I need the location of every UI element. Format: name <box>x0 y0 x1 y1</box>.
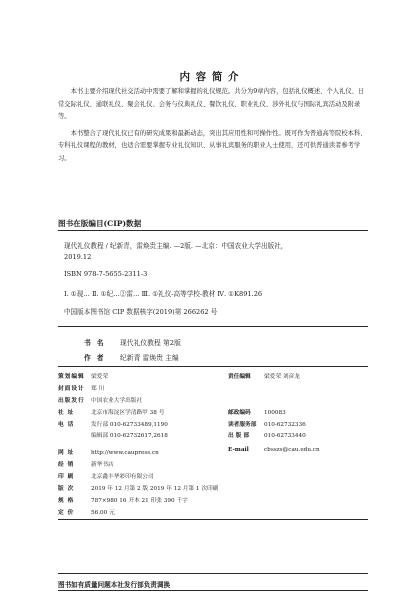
prod-value: 发行部 010-62733489,1190 <box>91 422 168 428</box>
prod-value: 中国农业大学出版社 <box>91 398 143 404</box>
prod-value: 787×980 16 开本 21 印张 390 千字 <box>91 498 188 504</box>
prod-row <box>58 395 142 404</box>
cip-heading: 图书在版编目(CIP)数据 <box>58 219 142 228</box>
prod-label: 策划编辑 <box>58 374 85 380</box>
prod-row <box>58 471 154 480</box>
prod-row <box>58 383 104 392</box>
prod-label: 定 价 <box>58 510 75 516</box>
book-title-label: 书名 <box>84 339 110 347</box>
prod-label: 电 话 <box>58 422 75 428</box>
prod-value: 2019 年 12 月第 2 版 2019 年 12 月第 1 次印刷 <box>91 486 219 492</box>
summary-block <box>58 86 368 166</box>
prod-label: 版 次 <box>58 486 75 492</box>
prod-row <box>58 419 168 428</box>
summary-paragraph: 本书主要介绍现代社交活动中需要了解和掌握的礼仪规范。共分为9章内容，包括礼仪概述、个人礼仪、日常交际礼仪、通联礼仪、聚会礼仪、会务与仪典礼仪、餐饮礼仪、职业礼仪、涉外礼仪与国际礼宾活动及附录等。 <box>58 88 365 121</box>
prod-label: 经 销 <box>58 462 75 468</box>
prod-row <box>58 447 159 456</box>
prod-label: 社 址 <box>58 410 75 416</box>
prod-value: 北京鑫丰华彩印有限公司 <box>91 474 154 480</box>
summary-title: 内 容 简 介 <box>179 71 240 83</box>
prod-row <box>58 495 188 504</box>
book-title-row <box>84 337 181 347</box>
prod-value: 编辑部 010-62732617,2618 <box>91 433 168 439</box>
divider <box>58 573 368 574</box>
cip-record-number: 中国版本图书馆 CIP 数据核字(2019)第 266262 号 <box>64 308 218 316</box>
prod-row <box>228 371 300 380</box>
prod-label: 出 版 部 <box>228 433 250 439</box>
prod-value: 010-62733440 <box>264 433 306 439</box>
prod-row <box>58 459 114 468</box>
prod-label: 邮政编码 <box>228 410 251 416</box>
prod-label: 读者服务部 <box>228 422 257 428</box>
divider <box>58 230 368 231</box>
prod-value: 郑 川 <box>91 386 105 392</box>
prod-value: 56.00 元 <box>91 510 115 516</box>
book-author-value: 纪新青 雷焕贵 主编 <box>120 354 179 362</box>
prod-row <box>58 430 168 439</box>
prod-row <box>228 447 320 453</box>
book-title-value: 现代礼仪教程 第2版 <box>120 339 181 347</box>
prod-label: E-mail <box>228 447 249 453</box>
book-author-row <box>84 352 179 362</box>
prod-row <box>228 430 306 439</box>
cip-line: 现代礼仪教程 / 纪新青，雷焕贵主编. —2版. —北京：中国农业大学出版社， <box>64 242 288 250</box>
prod-value: 北京市海淀区学清路甲 38 号 <box>91 410 165 416</box>
book-author-label: 作者 <box>84 354 110 362</box>
quality-notice: 图书如有质量问题本社发行部负责调换 <box>58 581 171 589</box>
prod-value: http://www.caupress.cn <box>91 450 159 456</box>
prod-row <box>228 419 306 428</box>
cip-line: 2019.12 <box>64 253 92 261</box>
prod-row <box>58 507 115 516</box>
divider <box>58 519 368 520</box>
cip-classification: Ⅰ. ①现… Ⅱ. ①纪…②雷… Ⅲ. ①礼仪-高等学校-教材 Ⅳ. ①K891.26 <box>64 290 263 298</box>
prod-label: 规 格 <box>58 498 75 504</box>
prod-label: 封面设计 <box>58 386 85 392</box>
prod-row <box>58 483 218 492</box>
prod-label: 网 址 <box>58 450 75 456</box>
prod-label: 责任编辑 <box>228 374 251 380</box>
prod-value: 100083 <box>264 410 286 416</box>
prod-row <box>228 407 286 416</box>
cip-isbn: ISBN 978-7-5655-2311-3 <box>64 270 148 278</box>
divider <box>58 326 368 327</box>
prod-value: 010-62732336 <box>264 422 306 428</box>
prod-value: 梁爱荣 <box>91 374 109 380</box>
prod-value: 梁爱荣 刘彦龙 <box>264 374 300 380</box>
prod-row <box>58 407 164 416</box>
prod-label: 出版发行 <box>58 398 85 404</box>
summary-paragraph: 本书整合了现代礼仪已有的研究成果和最新动态，突出其应用性和可操作性。既可作为普通高等院校本科、专科礼仪课程的教材，也适合需要掌握专业礼仪知识、从事礼宾服务的职业人士使用，还可供普通读者参考学习。 <box>58 129 367 162</box>
divider <box>58 590 368 591</box>
prod-value: 新华书店 <box>91 462 114 468</box>
prod-label: 印 刷 <box>58 474 75 480</box>
prod-value: cbsszs@cau.edu.cn <box>264 447 320 453</box>
divider <box>58 366 368 367</box>
prod-row <box>58 371 108 380</box>
